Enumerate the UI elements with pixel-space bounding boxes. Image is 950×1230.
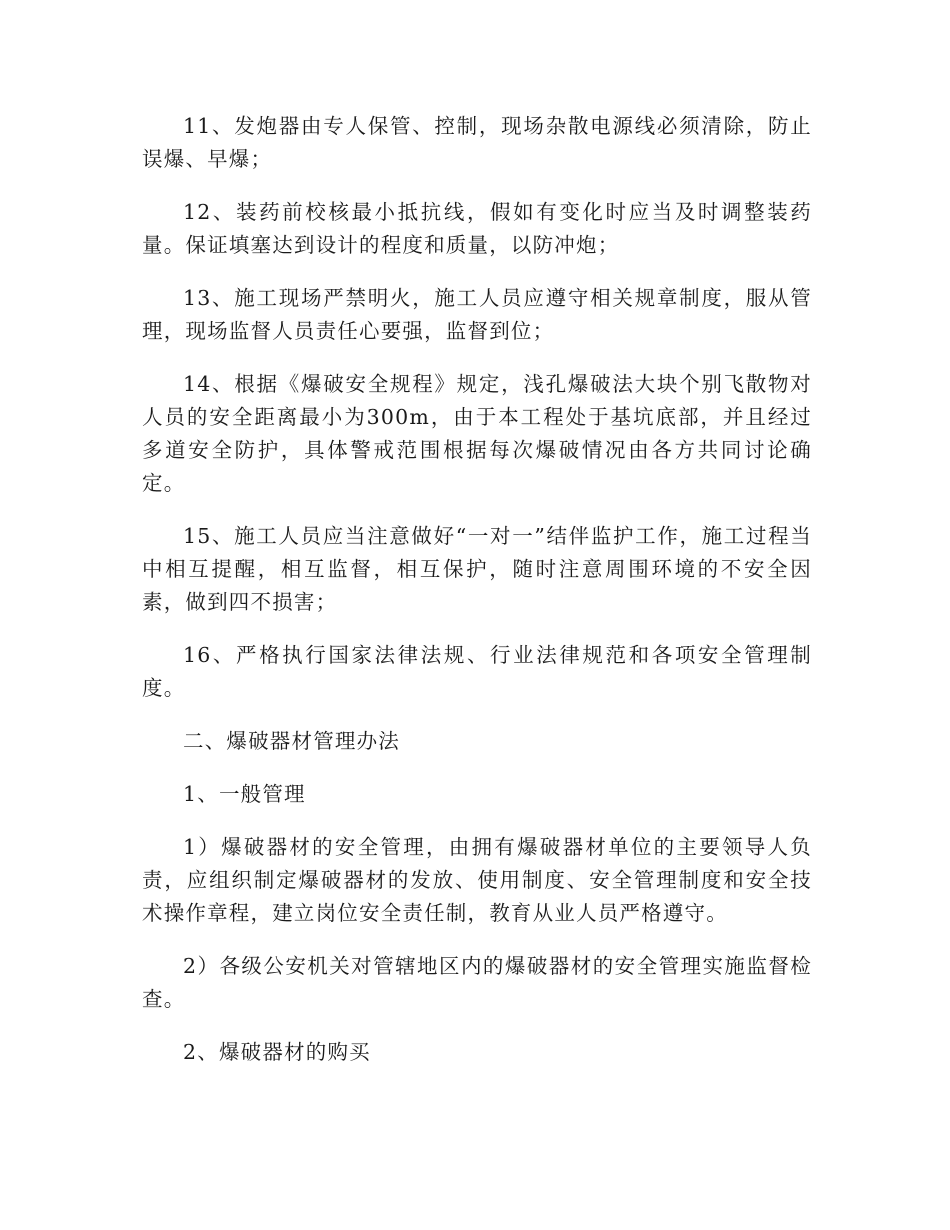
paragraph-item-13: 13、施工现场严禁明火，施工人员应遵守相关规章制度，服从管理，现场监督人员责任心要强，监督到位； (142, 286, 812, 343)
document-body (142, 110, 812, 1089)
subsection-heading-purchase: 2、爆破器材的购买 (183, 1040, 371, 1064)
paragraph-subitem-1: 1）爆破器材的安全管理，由拥有爆破器材单位的主要领导人负责，应组织制定爆破器材的发放、使用制度、安全管理制度和安全技术操作章程，建立岗位安全责任制，教育从业人员严格遵守。 (142, 835, 812, 925)
paragraph-item-11: 11、发炮器由专人保管、控制，现场杂散电源线必须清除，防止误爆、早爆； (142, 114, 812, 171)
section-heading: 二、爆破器材管理办法 (183, 729, 400, 753)
paragraph-item-14: 14、根据《爆破安全规程》规定，浅孔爆破法大块个别飞散物对人员的安全距离最小为300m，由于本工程处于基坑底部，并且经过多道安全防护，具体警戒范围根据每次爆破情况由各方共同讨论确定。 (142, 372, 812, 495)
paragraph-item-16: 16、严格执行国家法律法规、行业法律规范和各项安全管理制度。 (142, 643, 812, 700)
subsection-heading-general: 1、一般管理 (183, 782, 306, 806)
paragraph-item-12: 12、装药前校核最小抵抗线，假如有变化时应当及时调整装药量。保证填塞达到设计的程度和质量，以防冲炮； (142, 200, 812, 257)
paragraph-item-15: 15、施工人员应当注意做好“一对一”结伴监护工作，施工过程当中相互提醒，相互监督，相互保护，随时注意周围环境的不安全因素，做到四不损害； (142, 524, 812, 614)
paragraph-subitem-2: 2）各级公安机关对管辖地区内的爆破器材的安全管理实施监督检查。 (142, 954, 812, 1011)
